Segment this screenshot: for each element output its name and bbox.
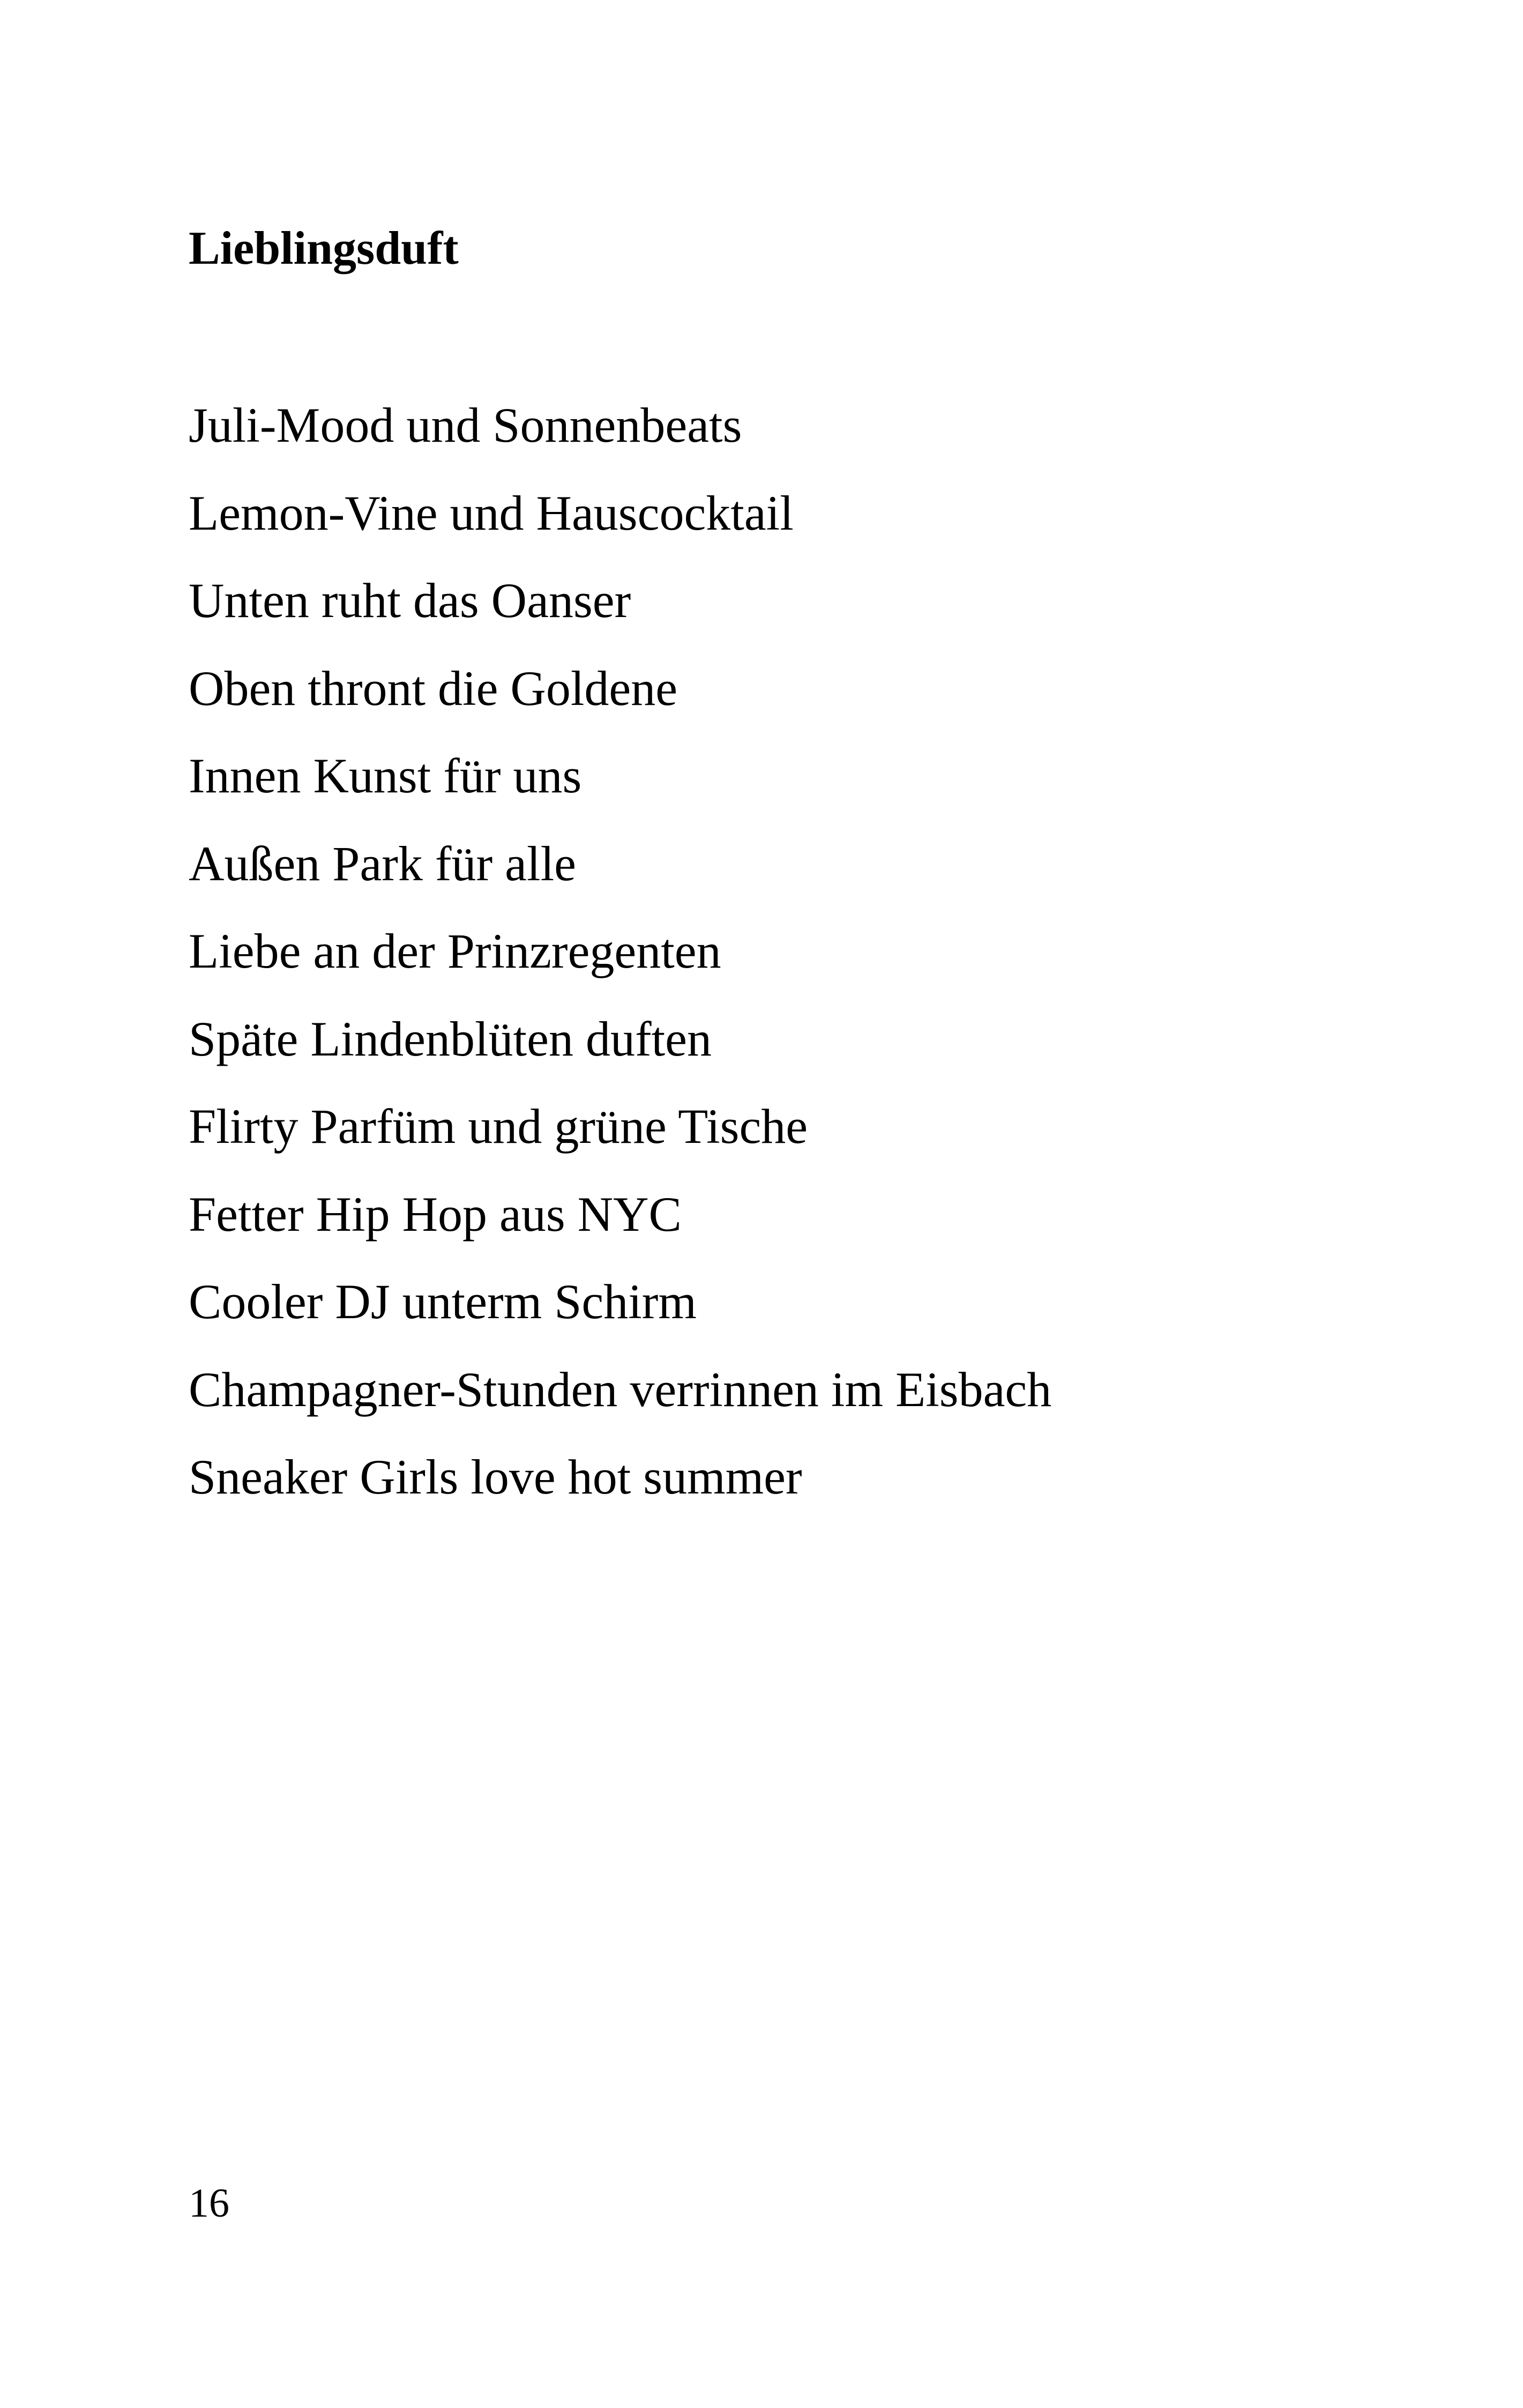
poem-line: Späte Lindenblüten duften <box>189 1011 712 1066</box>
poem-line: Fetter Hip Hop aus NYC <box>189 1186 682 1242</box>
page-number: 16 <box>189 2181 229 2226</box>
poem-line: Cooler DJ unterm Schirm <box>189 1274 697 1329</box>
poem-line: Champagner-Stunden verrinnen im Eisbach <box>189 1362 1052 1417</box>
poem-line: Sneaker Girls love hot summer <box>189 1450 802 1504</box>
poem-title: Lieblingsduft <box>189 222 459 274</box>
poem-line: Flirty Parfüm und grüne Tische <box>189 1099 808 1154</box>
poem-line: Unten ruht das Oanser <box>189 573 631 628</box>
poem-line: Liebe an der Prinzregenten <box>189 924 721 978</box>
poem-line: Außen Park für alle <box>189 836 576 891</box>
poem-line: Lemon-Vine und Hauscocktail <box>189 485 794 540</box>
poem-line: Innen Kunst für uns <box>189 748 582 803</box>
poem-body <box>189 396 1051 1535</box>
poem-line: Oben thront die Goldene <box>189 660 678 716</box>
poem-line: Juli-Mood und Sonnenbeats <box>189 398 742 452</box>
